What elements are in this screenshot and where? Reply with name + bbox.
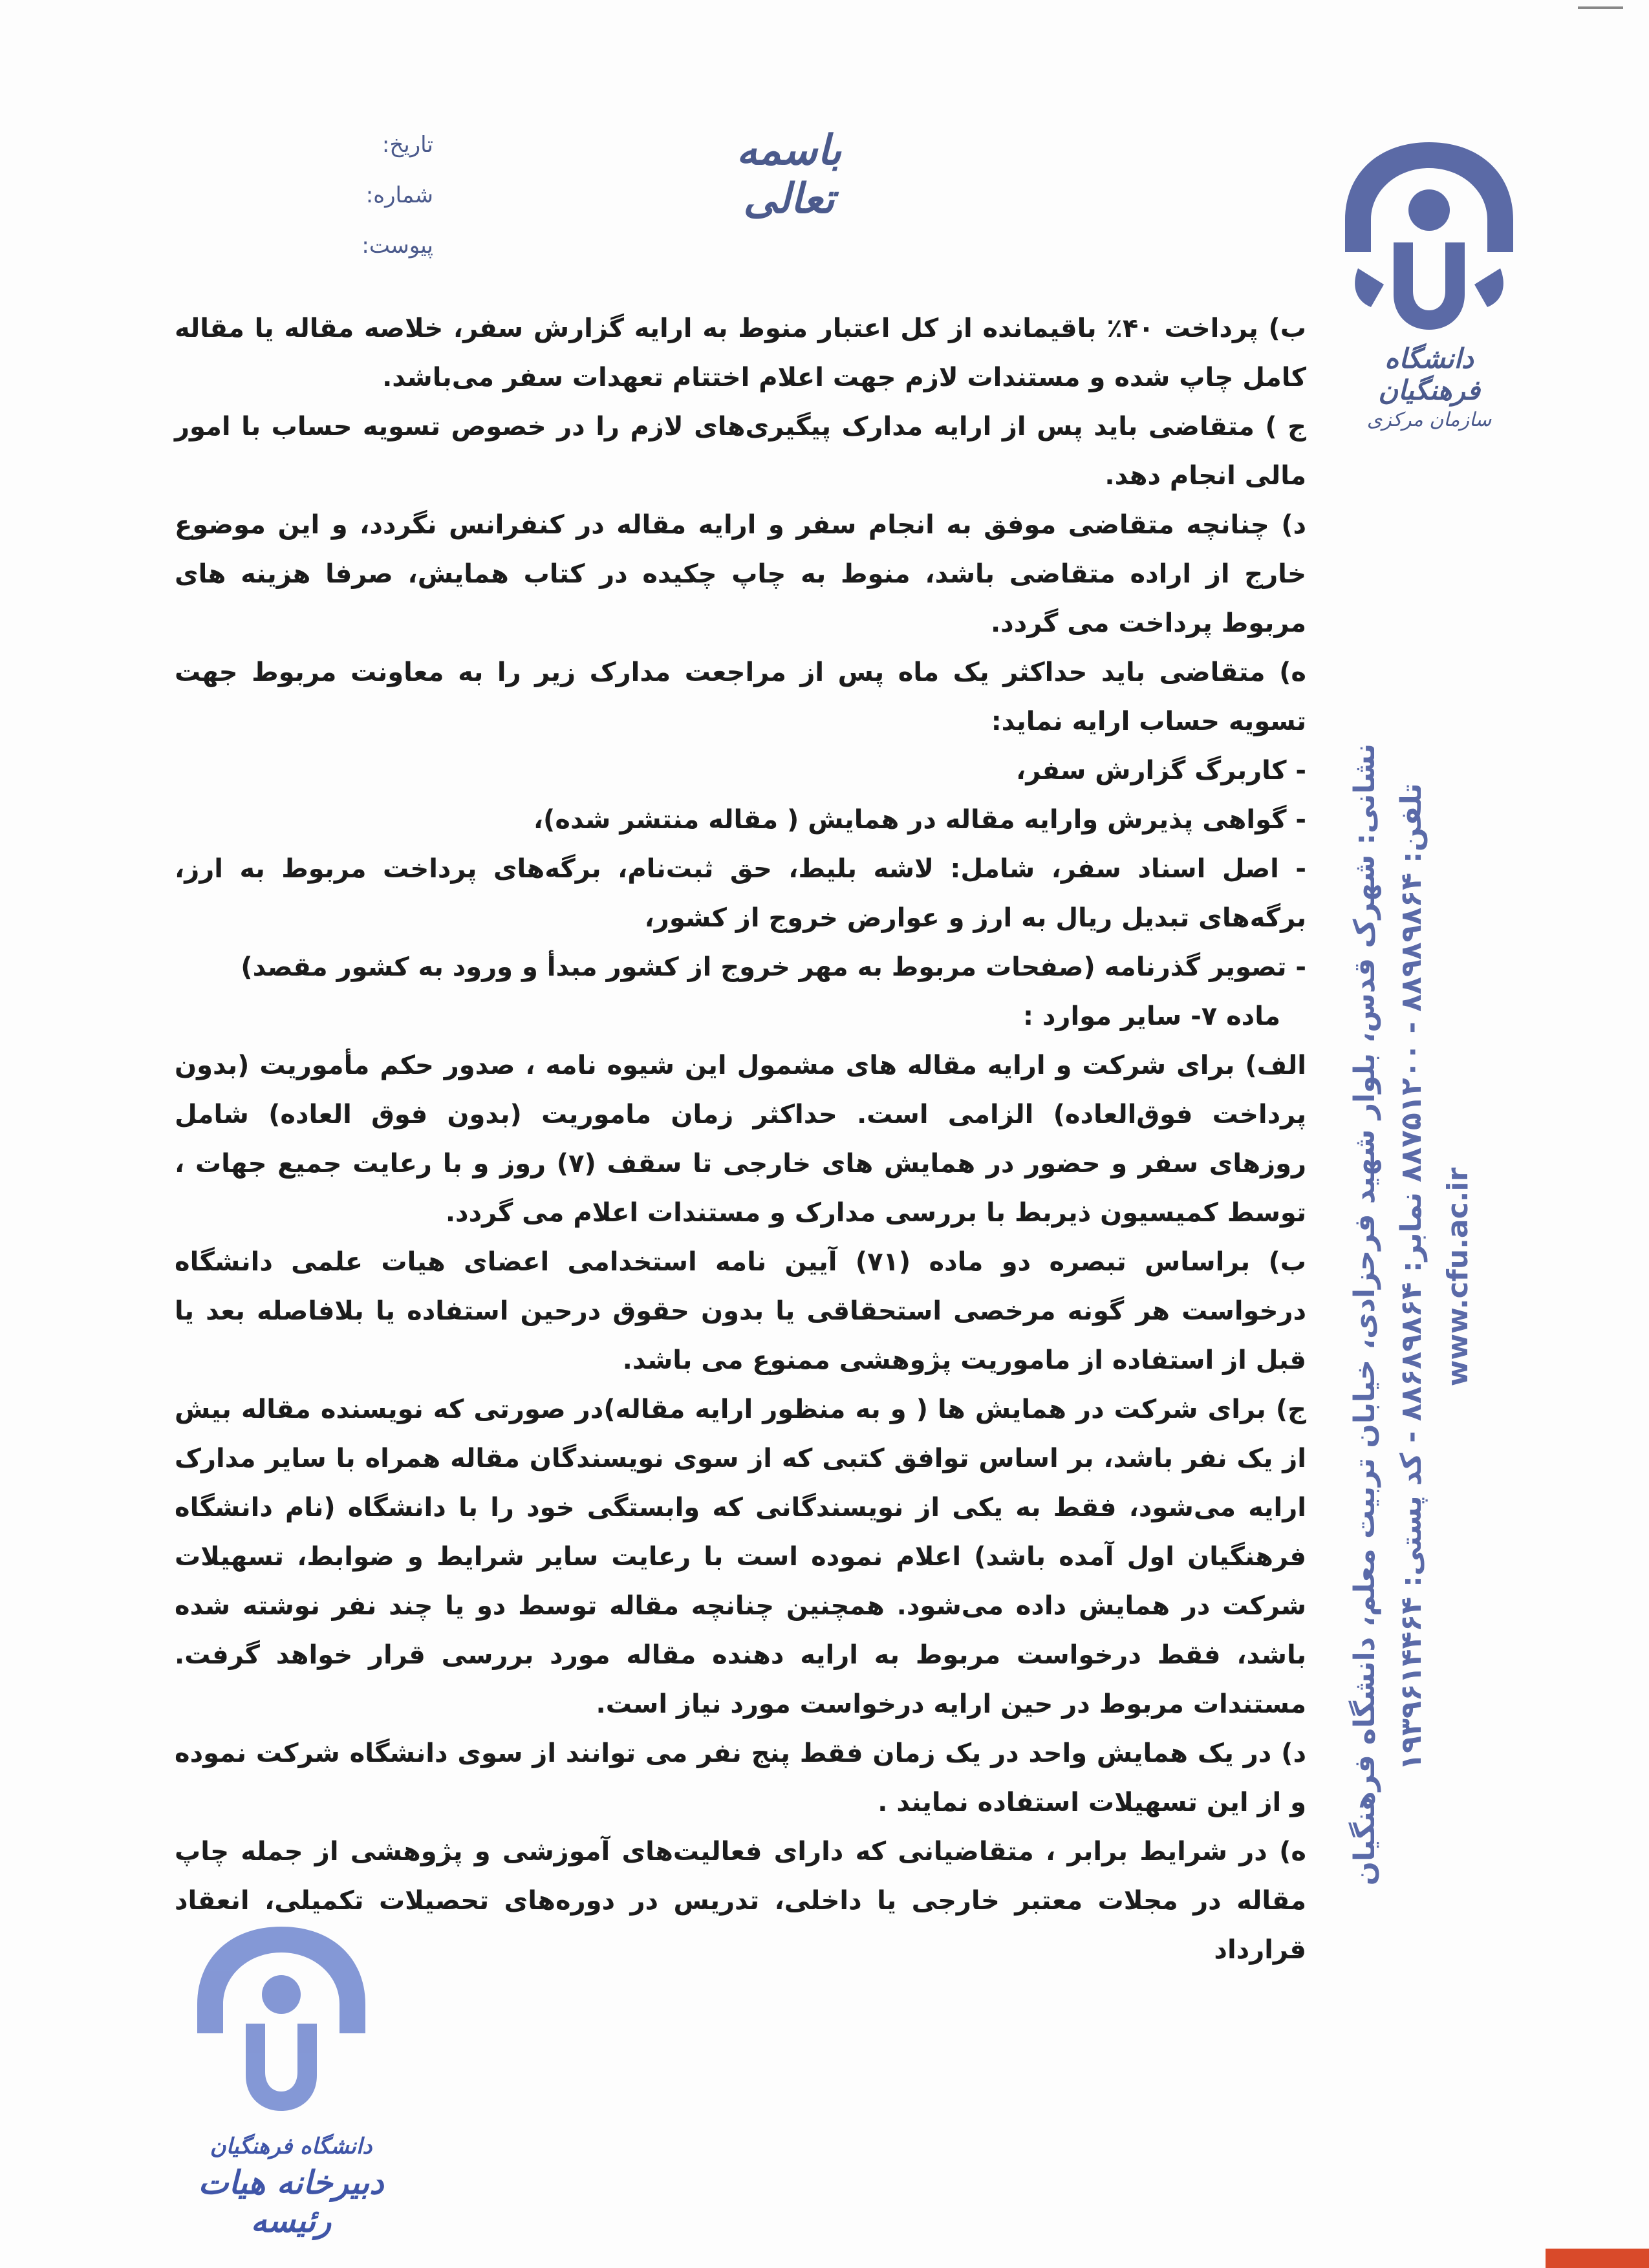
paragraph-d: د) چنانچه متقاضی موفق به انجام سفر و ارایه مقاله در کنفرانس نگردد، و این موضوع خارج از اراده متقاضی باشد، منوط به چاپ چکیده در کتاب همایش، صرفا هزینه های مربوط پرداخت می گردد.: [175, 510, 1306, 638]
paragraph-jim: ج) برای شرکت در همایش ها ( و به منظور ارایه مقاله)در صورتی که نویسنده مقاله بیش از یک نفر باشد، بر اساس توافق کتبی که از سوی نویسندگان مقاله همراه با سایر مدارک ارایه می‌شود، فقط به یکی از نویسندگانی که وابستگی خود را با دانشگاه (نام دانشگاه فرهنگیان اول آمده باشد) اعلام نموده است با رعایت سایر شرایط و ضوابط، تسهیلات شرکت در همایش داده می‌شود. همچنین چنانچه مقاله توسط دو یا چند نفر نوشته شده باشد، فقط درخواست مربوط به ارایه دهنده مقاله مورد بررسی قرار خواهد گرفت. مستندات مربوط در حین ارایه درخواست مورد نیاز است.: [175, 1395, 1306, 1719]
date-label: تاریخ:: [382, 132, 433, 158]
article-7-heading: ماده ۷- سایر موارد :: [1022, 1001, 1280, 1031]
paragraph-j: ج ) متقاضی باید پس از ارایه مدارک پیگیری‌های لازم را در خصوص تسویه حساب با امور مالی انجام دهد.: [175, 412, 1306, 491]
university-logo-icon: [1332, 129, 1526, 362]
paragraph-dal: د) در یک همایش واحد در یک زمان فقط پنج نفر می توانند از سوی دانشگاه شرکت نموده و از این تسهیلات استفاده نمایند .: [175, 1738, 1306, 1817]
corner-mark: [1578, 6, 1623, 17]
phone-line: تلفن: ۸۸۹۸۹۸۶۴ - ۸۸۷۵۱۲۰۰ نمابر: ۸۸۶۸۹۸۶۴ - کد پستی: ۱۹۳۹۶۱۴۴۶۴: [1395, 783, 1428, 1771]
attachment-label: پیوست:: [361, 233, 433, 259]
address-line: نشانی: شهرک قدس، بلوار شهید فرحزادی، خیابان تربیت معلم، دانشگاه فرهنگیان: [1348, 744, 1381, 1886]
list-item: - تصویر گذرنامه (صفحات مربوط به مهر خروج از کشور مبدأ و ورود به کشور مقصد): [175, 943, 1306, 992]
stamp-caption: [155, 2134, 427, 2240]
stamp-university: دانشگاه فرهنگیان: [210, 2134, 372, 2159]
paragraph-be: ب) براساس تبصره دو ماده (۷۱) آیین نامه استخدامی اعضای هیات علمی دانشگاه درخواست هر گونه مرخصی استحقاقی یا بدون حقوق درحین استفاده یا بلافاصله بعد یا قبل از استفاده از ماموریت پژوهشی ممنوع می باشد.: [175, 1247, 1306, 1375]
paragraph-alef: الف) برای شرکت و ارایه مقاله های مشمول این شیوه نامه ، صدور حکم مأموریت (بدون پرداخت فوق‌العاده) الزامی است. حداکثر زمان ماموریت (بدون فوق العاده) شامل روزهای سفر و حضور در همایش های خارجی تا سقف (۷) روز و با رعایت جمیع جهات ، توسط کمیسیون ذیربط با بررسی مدارک و مستندات اعلام می گردد.: [175, 1051, 1306, 1228]
number-label: شماره:: [365, 182, 433, 208]
basmala-heading: باسمه تعالی: [736, 126, 842, 223]
list-item: - کاربرگ گزارش سفر،: [175, 746, 1306, 795]
paragraph-he: ه) در شرایط برابر ، متقاضیانی که دارای فعالیت‌های آموزشی و پژوهشی از جمله چاپ مقاله در مجلات معتبر خارجی یا داخلی، تدریس در دوره‌های تحصیلات تکمیلی، انعقاد قرارداد: [175, 1837, 1306, 1965]
logo-caption: [1332, 343, 1526, 431]
list-item: - گواهی پذیرش وارایه مقاله در همایش ( مقاله منتشر شده)،: [175, 795, 1306, 844]
letter-meta: [304, 120, 433, 271]
logo-subtitle: سازمان مرکزی: [1366, 409, 1492, 431]
logo-university-name: دانشگاه فرهنگیان: [1378, 343, 1480, 406]
paragraph-b: ب) پرداخت ۴۰٪ باقیمانده از کل اعتبار منوط به ارایه گزارش سفر، خلاصه مقاله یا مقاله کامل چاپ شده و مستندات لازم جهت اعلام اختتام تعهدات سفر می‌باشد.: [175, 314, 1306, 392]
letter-body: [175, 304, 1306, 1974]
list-item: - اصل اسناد سفر، شامل: لاشه بلیط، حق ثبت‌نام، برگه‌های پرداخت مربوط به ارز، برگه‌های تبدیل ریال به ارز و عوارض خروج از کشور،: [175, 844, 1306, 943]
stamp-office: دبیرخانه هیات رئیسه: [198, 2163, 384, 2240]
address-band: [1342, 744, 1529, 1886]
website-link[interactable]: www.cfu.ac.ir: [1441, 1167, 1474, 1387]
paragraph-h: ه) متقاضی باید حداکثر یک ماه پس از مراجعت مدارک زیر را به معاونت مربوط جهت تسویه حساب ارایه نماید:: [175, 658, 1306, 736]
footer-tag: [1546, 2249, 1649, 2268]
